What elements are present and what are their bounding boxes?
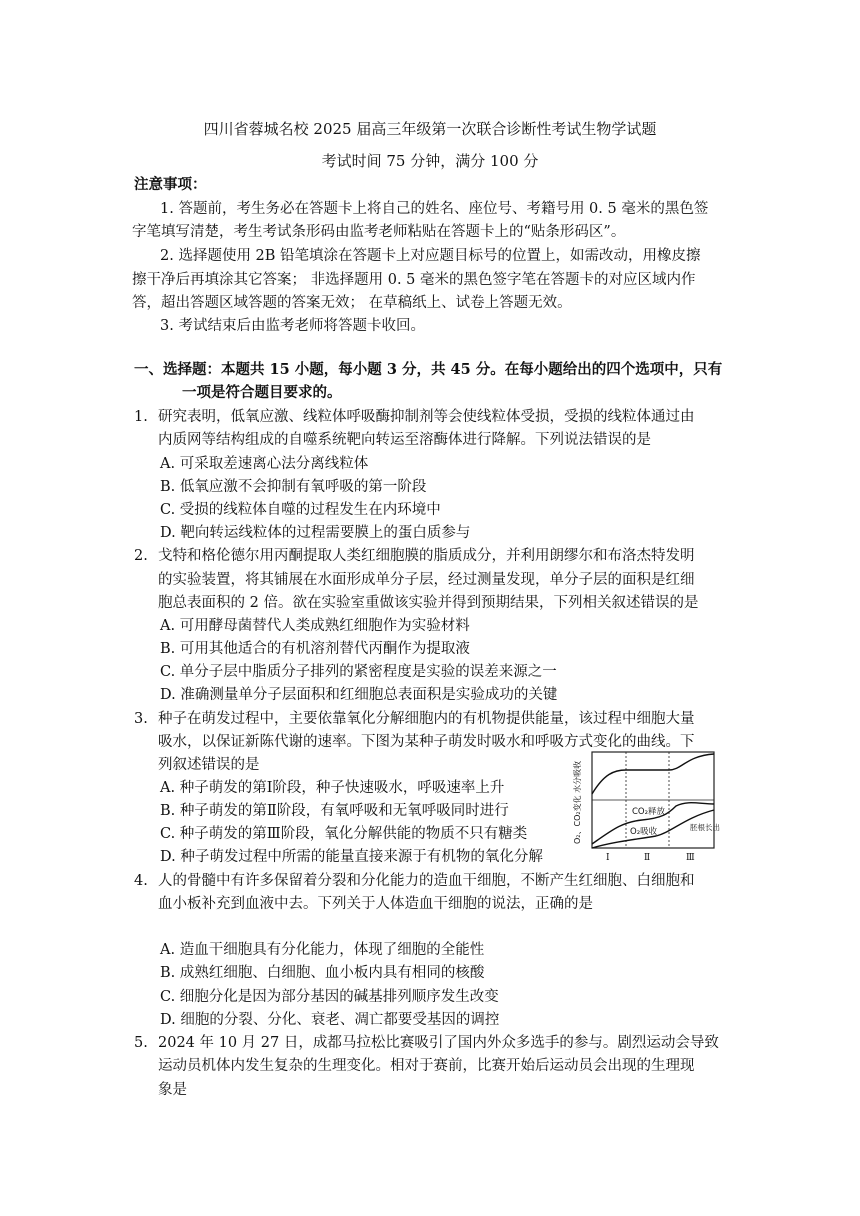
exam-subtitle: 考试时间 75 分钟，满分 100 分	[321, 152, 539, 170]
question-stem: 列叙述错误的是	[158, 757, 260, 773]
question-number: 1.	[134, 409, 148, 425]
notice-line: 答，超出答题区域答题的答案无效； 在草稿纸上、试卷上答题无效。	[132, 295, 572, 311]
co2-label: CO₂释放	[632, 807, 666, 817]
question-stem: 胞总表面积的 2 倍。欲在实验室重做该实验并得到预期结果，下列相关叙述错误的是	[158, 595, 699, 611]
option-b: B. 成熟红细胞、白细胞、血小板内具有相同的核酸	[160, 965, 485, 981]
root-label: 胚根长出	[690, 823, 720, 832]
section-heading: 一、选择题：本题共 15 小题，每小题 3 分，共 45 分。在每小题给出的四个选项中，只有	[134, 361, 723, 378]
stage-label: Ⅱ	[644, 853, 651, 863]
option-d: D. 细胞的分裂、分化、衰老、凋亡都要受基因的调控	[160, 1012, 500, 1028]
option-a: A. 可用酵母菌替代人类成熟红细胞作为实验材料	[160, 618, 470, 634]
question-stem: 人的骨髓中有许多保留着分裂和分化能力的造血干细胞，不断产生红细胞、白细胞和	[158, 873, 695, 889]
question-stem: 研究表明，低氧应激、线粒体呼吸酶抑制剂等会使线粒体受损，受损的线粒体通过由	[158, 409, 695, 425]
question-stem: 内质网等结构组成的自噬系统靶向转运至溶酶体进行降解。下列说法错误的是	[158, 432, 651, 448]
notice-heading: 注意事项：	[134, 176, 207, 193]
question-stem: 血小板补充到血液中去。下列关于人体造血干细胞的说法，正确的是	[158, 896, 593, 912]
stage-label: Ⅲ	[686, 853, 695, 863]
stage-label: Ⅰ	[606, 853, 610, 863]
option-a: A. 造血干细胞具有分化能力，体现了细胞的全能性	[160, 942, 485, 958]
question-stem: 2024 年 10 月 27 日，成都马拉松比赛吸引了国内外众多选手的参与。剧烈运动会导致	[158, 1035, 719, 1051]
option-c: C. 种子萌发的第Ⅲ阶段，氧化分解供能的物质不只有糖类	[160, 826, 528, 842]
notice-line: 2. 选择题使用 2B 铅笔填涂在答题卡上对应题目标号的位置上，如需改动，用橡皮擦	[160, 248, 701, 264]
question-number: 5.	[134, 1035, 148, 1051]
option-b: B. 低氧应激不会抑制有氧呼吸的第一阶段	[160, 479, 427, 495]
question-stem: 吸水，以保证新陈代谢的速率。下图为某种子萌发时吸水和呼吸方式变化的曲线。下	[158, 734, 695, 750]
section-heading-cont: 一项是符合题目要求的。	[182, 384, 342, 401]
option-d: D. 靶向转运线粒体的过程需要膜上的蛋白质参与	[160, 525, 471, 541]
notice-line: 1. 答题前，考生务必在答题卡上将自己的姓名、座位号、考籍号用 0. 5 毫米的黑色签	[160, 201, 709, 217]
option-b: B. 可用其他适合的有机溶剂替代丙酮作为提取液	[160, 641, 470, 657]
question-stem: 种子在萌发过程中，主要依靠氧化分解细胞内的有机物提供能量，该过程中细胞大量	[158, 711, 695, 727]
germination-figure	[572, 748, 720, 866]
question-stem: 的实验装置，将其铺展在水面形成单分子层，经过测量发现，单分子层的面积是红细	[158, 572, 695, 588]
question-number: 3.	[134, 711, 148, 727]
o2-label: O₂吸收	[630, 827, 658, 837]
notice-line: 擦干净后再填涂其它答案； 非选择题用 0. 5 毫米的黑色签字笔在答题卡的对应区域内作	[132, 272, 696, 288]
water-curve	[592, 754, 714, 794]
question-number: 4.	[134, 873, 148, 889]
option-a: A. 种子萌发的第Ⅰ阶段，种子快速吸水，呼吸速率上升	[160, 780, 505, 796]
option-c: C. 细胞分化是因为部分基因的碱基排列顺序发生改变	[160, 989, 499, 1005]
option-a: A. 可采取差速离心法分离线粒体	[160, 456, 369, 472]
option-c: C. 单分子层中脂质分子排列的紧密程度是实验的误差来源之一	[160, 664, 557, 680]
question-number: 2.	[134, 548, 148, 564]
question-stem: 戈特和格伦德尔用丙酮提取人类红细胞膜的脂质成分，并利用朗缪尔和布洛杰特发明	[158, 548, 695, 564]
option-c: C. 受损的线粒体自噬的过程发生在内环境中	[160, 502, 441, 518]
notice-line: 字笔填写清楚，考生考试条形码由监考老师粘贴在答题卡上的“贴条形码区”。	[132, 224, 626, 240]
option-d: D. 准确测量单分子层面积和红细胞总表面积是实验成功的关键	[160, 687, 558, 703]
option-d: D. 种子萌发过程中所需的能量直接来源于有机物的氧化分解	[160, 849, 543, 865]
notice-line: 3. 考试结束后由监考老师将答题卡收回。	[160, 318, 425, 334]
question-stem: 象是	[158, 1082, 187, 1098]
exam-title: 四川省蓉城名校 2025 届高三年级第一次联合诊断性考试生物学试题	[203, 120, 657, 138]
question-stem: 运动员机体内发生复杂的生理变化。相对于赛前，比赛开始后运动员会出现的生理现	[158, 1058, 695, 1074]
figure-y-label: O₂、CO₂变化 水分吸收	[573, 760, 582, 844]
option-b: B. 种子萌发的第Ⅱ阶段，有氧呼吸和无氧呼吸同时进行	[160, 803, 509, 819]
